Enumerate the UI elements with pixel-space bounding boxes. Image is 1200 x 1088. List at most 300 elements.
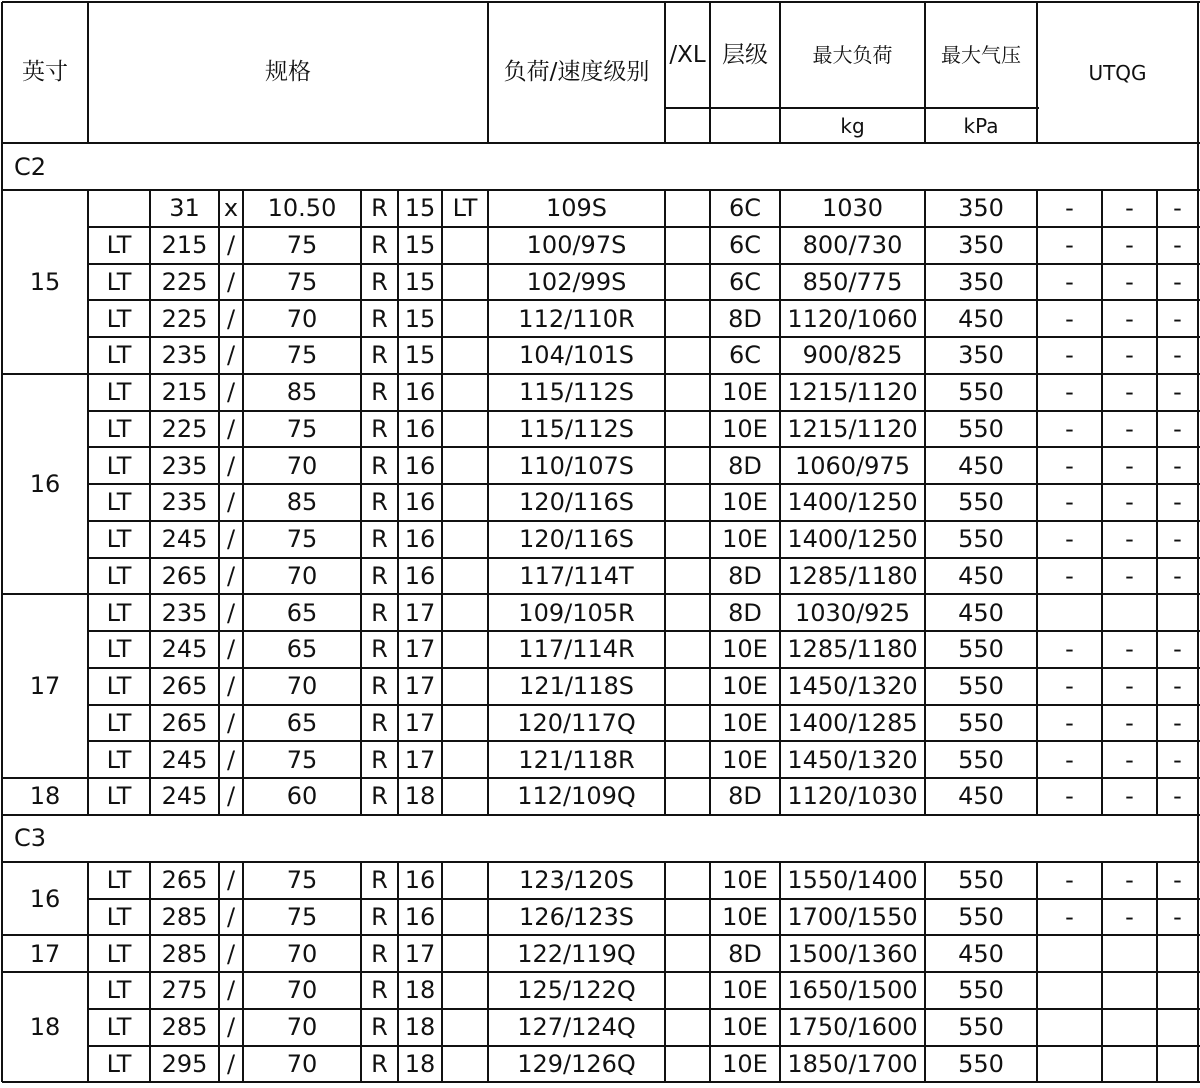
grid-line	[924, 264, 926, 301]
grid-line	[1036, 594, 1038, 631]
cell-width: 275	[161, 976, 208, 1005]
cell-press: 550	[958, 902, 1004, 931]
grid-line	[1, 862, 3, 936]
cell-ls: 129/126Q	[517, 1049, 636, 1078]
cell-r: R	[371, 525, 388, 554]
cell-ply: 10E	[722, 866, 768, 895]
grid-line	[924, 337, 926, 374]
cell-sep: /	[226, 745, 236, 774]
cell-u3: -	[1173, 902, 1182, 931]
cell-ls: 122/119Q	[517, 939, 636, 968]
header-utqg: UTQG	[1088, 60, 1147, 85]
cell-ply: 10E	[722, 378, 768, 407]
grid-line	[87, 2, 89, 143]
grid-line	[709, 705, 711, 742]
grid-line	[397, 337, 399, 374]
grid-line	[709, 374, 711, 411]
cell-sep: /	[226, 267, 236, 296]
grid-line	[779, 374, 781, 411]
cell-ply: 6C	[728, 194, 762, 223]
grid-line	[779, 300, 781, 337]
grid-line	[149, 521, 151, 558]
cell-u3: -	[1173, 635, 1182, 664]
cell-sep: x	[223, 194, 239, 223]
grid-line	[218, 264, 220, 301]
cell-aspect: 65	[286, 598, 318, 627]
grid-line	[709, 862, 711, 899]
grid-line	[709, 447, 711, 484]
grid-line	[441, 899, 443, 936]
grid-line	[397, 935, 399, 972]
cell-u1: -	[1065, 525, 1074, 554]
grid-line	[779, 705, 781, 742]
grid-line	[1036, 521, 1038, 558]
cell-width: 285	[161, 902, 208, 931]
cell-u3: -	[1173, 708, 1182, 737]
cell-u1: -	[1065, 451, 1074, 480]
cell-load: 1120/1030	[787, 782, 918, 811]
grid-line	[924, 668, 926, 705]
cell-aspect: 70	[286, 976, 318, 1005]
grid-line	[360, 741, 362, 778]
grid-line	[218, 741, 220, 778]
cell-ply: 10E	[722, 488, 768, 517]
cell-sep: /	[226, 635, 236, 664]
cell-u2	[1102, 1009, 1157, 1046]
grid-line	[709, 521, 711, 558]
cell-ply: 8D	[728, 939, 762, 968]
cell-u1	[1037, 1046, 1102, 1083]
cell-ls: 100/97S	[526, 231, 627, 260]
grid-line	[709, 899, 711, 936]
cell-sep: /	[226, 451, 236, 480]
cell-prefix: LT	[106, 866, 132, 895]
grid-line	[924, 1009, 926, 1046]
cell-u2: -	[1125, 194, 1134, 223]
grid-line	[149, 862, 151, 899]
cell-ply: 10E	[722, 745, 768, 774]
grid-line	[218, 484, 220, 521]
grid-line	[1036, 411, 1038, 448]
grid-line	[87, 899, 89, 936]
size-group-label: 17	[29, 672, 61, 701]
cell-u2: -	[1125, 378, 1134, 407]
grid-line	[242, 594, 244, 631]
cell-u1: -	[1065, 672, 1074, 701]
cell-rim: 17	[404, 672, 436, 701]
cell-prefix: LT	[106, 976, 132, 1005]
grid-line	[1156, 935, 1158, 972]
cell-u2: -	[1125, 782, 1134, 811]
cell-load: 1650/1500	[787, 976, 918, 1005]
grid-line	[441, 1009, 443, 1046]
grid-line	[360, 227, 362, 264]
cell-press: 450	[958, 939, 1004, 968]
grid-line	[441, 1046, 443, 1083]
grid-line	[709, 300, 711, 337]
grid-line	[487, 705, 489, 742]
size-group-label: 16	[29, 470, 61, 498]
grid-line	[1197, 300, 1199, 337]
grid-line	[397, 411, 399, 448]
cell-u1: -	[1065, 341, 1074, 370]
grid-line	[441, 190, 443, 227]
grid-line	[149, 899, 151, 936]
cell-u3: -	[1173, 304, 1182, 333]
grid-line	[1197, 521, 1199, 558]
cell-u1: -	[1065, 414, 1074, 443]
grid-line	[779, 1046, 781, 1083]
grid-line	[664, 484, 666, 521]
cell-ply: 10E	[722, 672, 768, 701]
grid-line	[709, 484, 711, 521]
grid-line	[664, 300, 666, 337]
grid-line	[664, 778, 666, 815]
grid-line	[924, 594, 926, 631]
grid-line	[218, 300, 220, 337]
cell-suffix	[442, 558, 488, 595]
cell-prefix: LT	[106, 1049, 132, 1078]
grid-line	[487, 778, 489, 815]
header-spec: 规格	[265, 59, 311, 85]
grid-line	[397, 558, 399, 595]
grid-line	[397, 631, 399, 668]
cell-load: 850/775	[802, 267, 903, 296]
grid-line	[149, 594, 151, 631]
cell-u2: -	[1125, 866, 1134, 895]
grid-line	[2, 1, 1200, 3]
cell-ls: 117/114T	[519, 561, 634, 590]
cell-prefix: LT	[106, 635, 132, 664]
grid-line	[441, 447, 443, 484]
grid-line	[360, 594, 362, 631]
grid-line	[487, 862, 489, 899]
grid-line	[487, 521, 489, 558]
grid-line	[218, 631, 220, 668]
grid-line	[924, 2, 926, 143]
cell-u2: -	[1125, 267, 1134, 296]
cell-u3: -	[1173, 231, 1182, 260]
cell-aspect: 70	[286, 451, 318, 480]
cell-u3: -	[1173, 194, 1182, 223]
cell-sep: /	[226, 672, 236, 701]
grid-line	[1036, 1009, 1038, 1046]
grid-line	[665, 107, 1039, 109]
cell-u3	[1157, 1046, 1198, 1083]
grid-line	[242, 899, 244, 936]
cell-press: 350	[958, 194, 1004, 223]
grid-line	[441, 337, 443, 374]
cell-rim: 17	[404, 939, 436, 968]
grid-line	[87, 374, 89, 411]
grid-line	[441, 594, 443, 631]
cell-suffix	[442, 778, 488, 815]
grid-line	[924, 227, 926, 264]
grid-line	[709, 935, 711, 972]
grid-line	[1156, 972, 1158, 1009]
cell-rim: 16	[404, 866, 436, 895]
cell-r: R	[371, 378, 388, 407]
grid-line	[779, 190, 781, 227]
grid-line	[149, 411, 151, 448]
cell-sep: /	[226, 414, 236, 443]
cell-ply: 10E	[722, 902, 768, 931]
grid-line	[218, 337, 220, 374]
grid-line	[242, 374, 244, 411]
grid-line	[1101, 1009, 1103, 1046]
cell-u2: -	[1125, 708, 1134, 737]
cell-ply: 8D	[728, 782, 762, 811]
grid-line	[87, 1046, 89, 1083]
cell-rim: 15	[404, 341, 436, 370]
grid-line	[441, 668, 443, 705]
cell-rim: 16	[404, 525, 436, 554]
cell-u2: -	[1125, 561, 1134, 590]
grid-line	[397, 1046, 399, 1083]
grid-line	[1197, 558, 1199, 595]
cell-suffix	[442, 1046, 488, 1083]
grid-line	[218, 227, 220, 264]
cell-u3: -	[1173, 341, 1182, 370]
cell-ls: 123/120S	[519, 866, 634, 895]
cell-u2	[1102, 1046, 1157, 1083]
cell-r: R	[371, 488, 388, 517]
grid-line	[218, 447, 220, 484]
grid-line	[242, 1046, 244, 1083]
grid-line	[487, 668, 489, 705]
grid-line	[924, 558, 926, 595]
grid-line	[1, 2, 3, 143]
cell-aspect: 70	[286, 1049, 318, 1078]
grid-line	[1156, 264, 1158, 301]
grid-line	[360, 374, 362, 411]
grid-line	[242, 264, 244, 301]
grid-line	[779, 778, 781, 815]
cell-width: 235	[161, 598, 208, 627]
grid-line	[397, 190, 399, 227]
grid-line	[397, 705, 399, 742]
cell-press: 550	[958, 414, 1004, 443]
grid-line	[709, 411, 711, 448]
cell-u3: -	[1173, 866, 1182, 895]
grid-line	[709, 337, 711, 374]
grid-line	[779, 668, 781, 705]
cell-ply: 10E	[722, 414, 768, 443]
grid-line	[924, 374, 926, 411]
grid-line	[664, 935, 666, 972]
grid-line	[87, 668, 89, 705]
cell-prefix: LT	[106, 231, 132, 260]
cell-aspect: 75	[286, 267, 318, 296]
grid-line	[924, 1046, 926, 1083]
grid-line	[360, 778, 362, 815]
cell-press: 450	[958, 304, 1004, 333]
grid-line	[1197, 972, 1199, 1009]
grid-line	[1036, 300, 1038, 337]
grid-line	[1036, 935, 1038, 972]
grid-line	[487, 1009, 489, 1046]
grid-line	[1156, 300, 1158, 337]
grid-line	[1036, 705, 1038, 742]
cell-ls: 109S	[545, 194, 608, 223]
cell-suffix	[442, 935, 488, 972]
cell-u1: -	[1065, 304, 1074, 333]
cell-ply: 8D	[728, 561, 762, 590]
cell-prefix: LT	[106, 378, 132, 407]
grid-line	[87, 300, 89, 337]
cell-width: 245	[161, 525, 208, 554]
grid-line	[1, 935, 3, 972]
cell-u2: -	[1125, 451, 1134, 480]
cell-aspect: 85	[286, 488, 318, 517]
grid-line	[218, 972, 220, 1009]
grid-line	[1156, 862, 1158, 899]
grid-line	[1156, 1046, 1158, 1083]
grid-line	[779, 264, 781, 301]
grid-line	[487, 484, 489, 521]
grid-line	[924, 862, 926, 899]
grid-line	[441, 631, 443, 668]
grid-line	[664, 264, 666, 301]
header-ply: 层级	[722, 41, 768, 68]
grid-line	[397, 862, 399, 899]
grid-line	[924, 778, 926, 815]
grid-line	[441, 300, 443, 337]
grid-line	[1156, 447, 1158, 484]
grid-line	[664, 447, 666, 484]
grid-line	[664, 705, 666, 742]
cell-prefix: LT	[106, 598, 132, 627]
cell-aspect: 10.50	[267, 194, 337, 223]
grid-line	[242, 190, 244, 227]
cell-suffix	[442, 705, 488, 742]
grid-line	[1036, 972, 1038, 1009]
cell-press: 450	[958, 782, 1004, 811]
grid-line	[397, 668, 399, 705]
grid-line	[1101, 411, 1103, 448]
cell-load: 1450/1320	[787, 672, 918, 701]
cell-sep: /	[226, 1049, 236, 1078]
grid-line	[1197, 899, 1199, 936]
grid-line	[149, 484, 151, 521]
grid-line	[218, 374, 220, 411]
grid-line	[218, 521, 220, 558]
cell-load: 1285/1180	[787, 561, 918, 590]
cell-u3	[1157, 972, 1198, 1009]
cell-u2: -	[1125, 231, 1134, 260]
grid-line	[149, 1009, 151, 1046]
grid-line	[1197, 741, 1199, 778]
cell-r: R	[371, 672, 388, 701]
cell-load: 1030	[821, 194, 884, 223]
grid-line	[441, 521, 443, 558]
cell-prefix: LT	[106, 341, 132, 370]
grid-line	[360, 1046, 362, 1083]
cell-press: 550	[958, 635, 1004, 664]
cell-press: 550	[958, 378, 1004, 407]
grid-line	[1101, 227, 1103, 264]
grid-line	[487, 300, 489, 337]
cell-press: 350	[958, 341, 1004, 370]
grid-line	[1156, 899, 1158, 936]
cell-u1: -	[1065, 488, 1074, 517]
grid-line	[242, 705, 244, 742]
grid-line	[779, 935, 781, 972]
cell-u3	[1157, 1009, 1198, 1046]
cell-ls: 126/123S	[519, 902, 634, 931]
cell-load: 1850/1700	[787, 1049, 918, 1078]
cell-width: 215	[161, 378, 208, 407]
cell-sep: /	[226, 866, 236, 895]
cell-width: 31	[169, 194, 200, 223]
grid-line	[1156, 668, 1158, 705]
grid-line	[1036, 447, 1038, 484]
grid-line	[87, 594, 89, 631]
grid-line	[924, 631, 926, 668]
cell-aspect: 60	[286, 782, 318, 811]
cell-aspect: 75	[286, 866, 318, 895]
cell-u3: -	[1173, 451, 1182, 480]
cell-rim: 18	[404, 782, 436, 811]
grid-line	[1197, 190, 1199, 227]
grid-line	[397, 972, 399, 1009]
cell-suffix	[442, 411, 488, 448]
grid-line	[487, 411, 489, 448]
cell-load: 1400/1285	[787, 708, 918, 737]
cell-load: 1750/1600	[787, 1013, 918, 1042]
cell-ply: 6C	[728, 341, 762, 370]
cell-press: 550	[958, 976, 1004, 1005]
grid-line	[1, 374, 3, 595]
grid-line	[360, 899, 362, 936]
grid-line	[1036, 558, 1038, 595]
header-max-pressure: 最大气压	[941, 43, 1021, 67]
grid-line	[218, 899, 220, 936]
grid-line	[441, 484, 443, 521]
grid-line	[1, 594, 3, 778]
grid-line	[487, 899, 489, 936]
grid-line	[1101, 862, 1103, 899]
grid-line	[1197, 264, 1199, 301]
grid-line	[1101, 741, 1103, 778]
cell-r: R	[371, 939, 388, 968]
grid-line	[487, 558, 489, 595]
cell-r: R	[371, 598, 388, 627]
cell-prefix: LT	[106, 782, 132, 811]
grid-line	[664, 862, 666, 899]
cell-rim: 15	[404, 231, 436, 260]
cell-r: R	[371, 561, 388, 590]
grid-line	[441, 972, 443, 1009]
cell-u1: -	[1065, 561, 1074, 590]
grid-line	[242, 862, 244, 899]
cell-sep: /	[226, 939, 236, 968]
cell-press: 550	[958, 745, 1004, 774]
cell-u1: -	[1065, 745, 1074, 774]
grid-line	[487, 935, 489, 972]
grid-line	[1101, 521, 1103, 558]
grid-line	[2, 1081, 1200, 1083]
cell-suffix	[442, 594, 488, 631]
cell-aspect: 85	[286, 378, 318, 407]
grid-line	[360, 484, 362, 521]
grid-line	[87, 778, 89, 815]
cell-u2	[1102, 594, 1157, 631]
cell-r: R	[371, 341, 388, 370]
grid-line	[149, 1046, 151, 1083]
grid-line	[397, 1009, 399, 1046]
grid-line	[1036, 668, 1038, 705]
